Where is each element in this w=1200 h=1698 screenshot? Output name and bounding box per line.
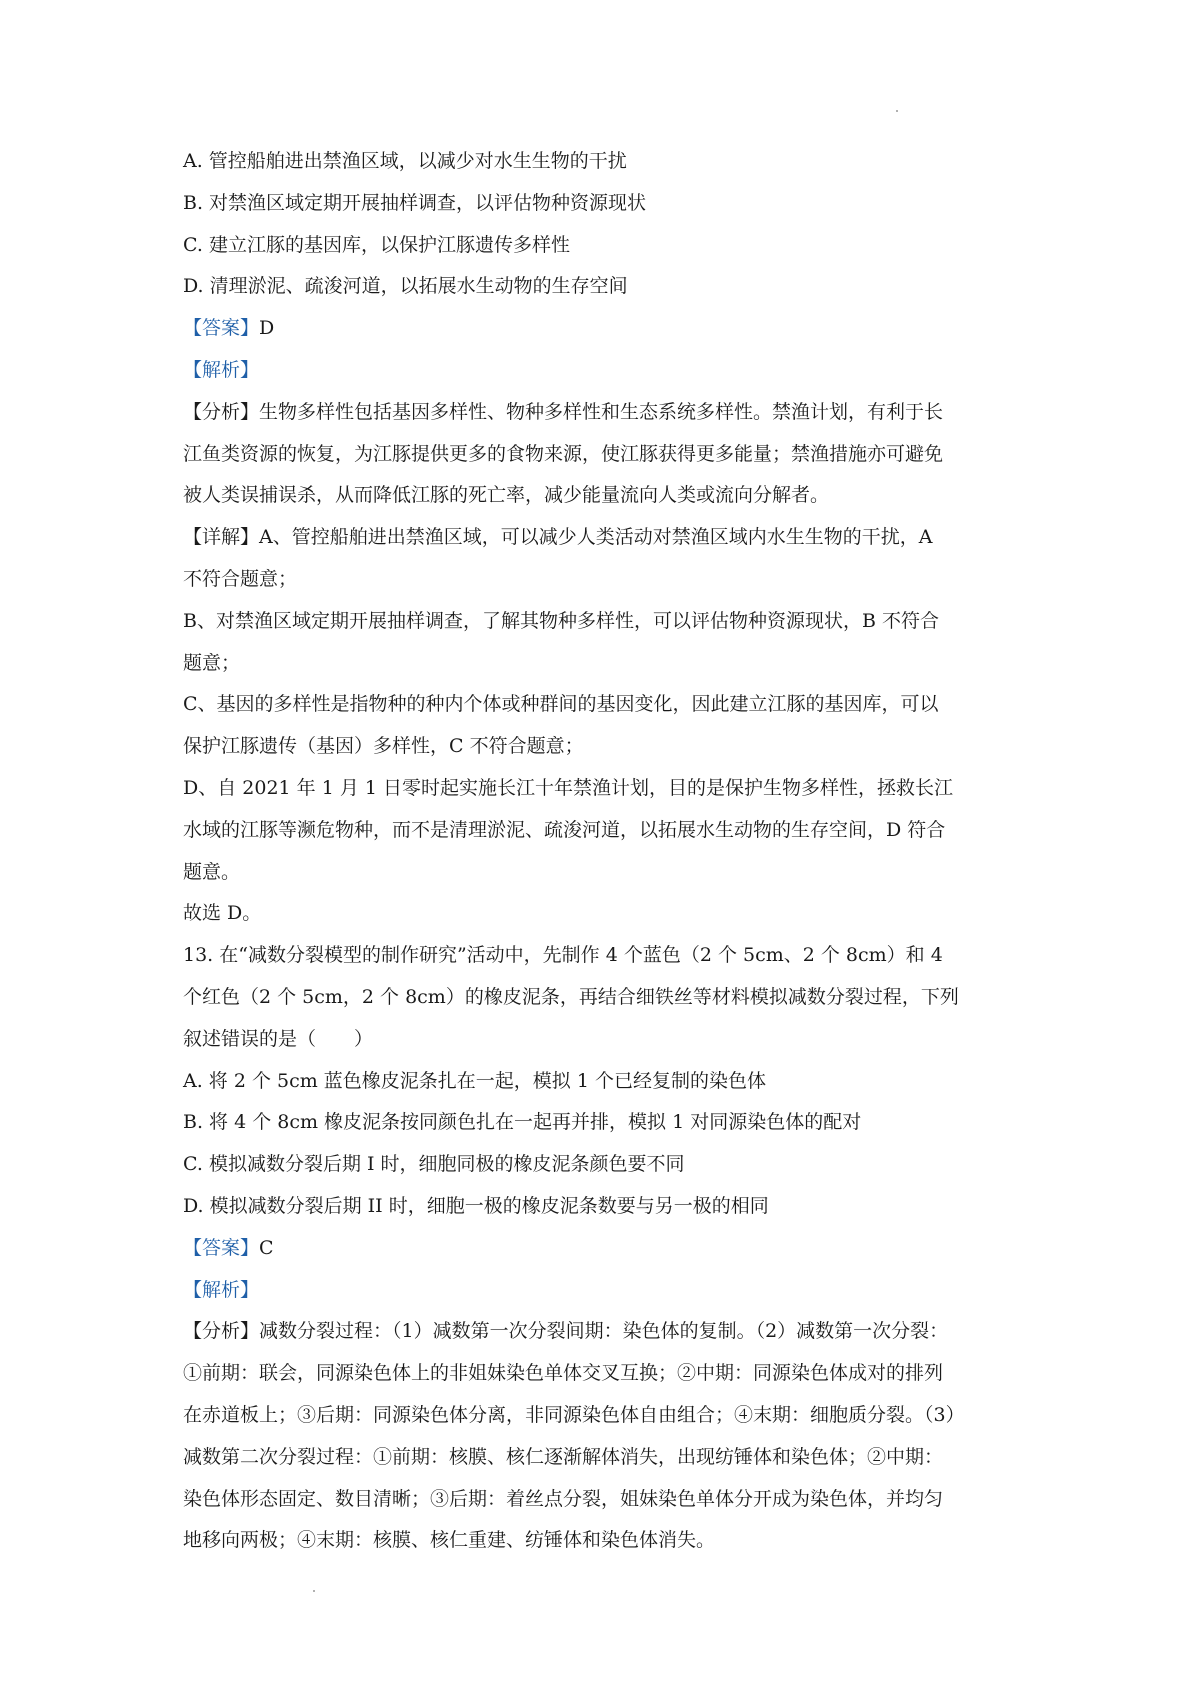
text-line (183, 1311, 1028, 1353)
text-line (183, 1520, 1028, 1562)
text-line (183, 517, 1028, 559)
text-line (183, 1019, 1028, 1061)
line-text: A. 将 2 个 5cm 蓝色橡皮泥条扎在一起，模拟 1 个已经复制的染色体 (183, 1069, 766, 1092)
text-line (183, 1270, 1028, 1312)
text-line (183, 1353, 1028, 1395)
text-line (183, 1228, 1028, 1270)
line-text: 故选 D。 (183, 902, 262, 925)
text-line (183, 935, 1028, 977)
text-line (183, 1186, 1028, 1228)
scan-mark (896, 110, 898, 112)
line-text: 13. 在“减数分裂模型的制作研究”活动中，先制作 4 个蓝色（2 个 5cm、2 个 8cm）和 4 (183, 944, 943, 967)
line-text: 不符合题意； (183, 567, 298, 590)
text-line (183, 559, 1028, 601)
section-tag: 【答案】 (183, 1236, 260, 1259)
document-body (183, 141, 1028, 1562)
text-line (183, 768, 1028, 810)
section-tag: 【解析】 (183, 1278, 260, 1301)
line-text: C、基因的多样性是指物种的种内个体或种群间的基因变化，因此建立江豚的基因库，可以 (183, 693, 939, 716)
text-line (183, 1395, 1028, 1437)
text-line (183, 684, 1028, 726)
text-line (183, 225, 1028, 267)
section-tag: 【解析】 (183, 358, 260, 381)
line-text: 水域的江豚等濒危物种，而不是清理淤泥、疏浚河道，以拓展水生动物的生存空间，D 符合 (183, 818, 946, 841)
text-line (183, 434, 1028, 476)
line-text: 【分析】减数分裂过程：（1）减数第一次分裂间期：染色体的复制。（2）减数第一次分裂： (183, 1320, 949, 1343)
line-text: D、自 2021 年 1 月 1 日零时起实施长江十年禁渔计划，目的是保护生物多样性，拯救长江 (183, 776, 954, 799)
line-text: C (259, 1236, 274, 1259)
line-text: 题意； (183, 651, 241, 674)
line-text: 个红色（2 个 5cm，2 个 8cm）的橡皮泥条，再结合细铁丝等材料模拟减数分裂过程，下列 (183, 985, 959, 1008)
text-line (183, 893, 1028, 935)
line-text: 【分析】生物多样性包括基因多样性、物种多样性和生态系统多样性。禁渔计划，有利于长 (183, 400, 944, 423)
line-text: ①前期：联会，同源染色体上的非姐妹染色单体交叉互换；②中期：同源染色体成对的排列 (183, 1362, 944, 1385)
text-line (183, 726, 1028, 768)
text-line (183, 1061, 1028, 1103)
section-tag: 【答案】 (183, 317, 260, 340)
line-text: B. 将 4 个 8cm 橡皮泥条按同颜色扎在一起再并排，模拟 1 对同源染色体的配对 (183, 1111, 862, 1134)
line-text: 保护江豚遗传（基因）多样性，C 不符合题意； (183, 735, 584, 758)
text-line (183, 475, 1028, 517)
text-line (183, 183, 1028, 225)
text-line (183, 810, 1028, 852)
text-line (183, 1102, 1028, 1144)
scan-mark (313, 1590, 315, 1592)
text-line (183, 977, 1028, 1019)
line-text: D. 模拟减数分裂后期 II 时，细胞一极的橡皮泥条数要与另一极的相同 (183, 1194, 769, 1217)
line-text: 染色体形态固定、数目清晰；③后期：着丝点分裂，姐妹染色单体分开成为染色体，并均匀 (183, 1487, 944, 1510)
line-text: C. 建立江豚的基因库，以保护江豚遗传多样性 (183, 233, 570, 256)
text-line (183, 643, 1028, 685)
line-text: D (259, 317, 275, 340)
text-line (183, 392, 1028, 434)
line-text: A. 管控船舶进出禁渔区域，以减少对水生生物的干扰 (183, 150, 627, 172)
line-text: 地移向两极；④末期：核膜、核仁重建、纺锤体和染色体消失。 (183, 1529, 716, 1552)
line-text: 减数第二次分裂过程：①前期：核膜、核仁逐渐解体消失，出现纺锤体和染色体；②中期： (183, 1445, 944, 1468)
line-text: 在赤道板上；③后期：同源染色体分离，非同源染色体自由组合；④末期：细胞质分裂。（3） (183, 1403, 965, 1426)
line-text: 题意。 (183, 860, 241, 883)
line-text: D. 清理淤泥、疏浚河道，以拓展水生动物的生存空间 (183, 275, 628, 298)
text-line (183, 266, 1028, 308)
text-line (183, 1144, 1028, 1186)
text-line (183, 601, 1028, 643)
line-text: B. 对禁渔区域定期开展抽样调查，以评估物种资源现状 (183, 191, 647, 214)
text-line (183, 1437, 1028, 1479)
text-line (183, 141, 1028, 183)
line-text: C. 模拟减数分裂后期 I 时，细胞同极的橡皮泥条颜色要不同 (183, 1153, 685, 1176)
line-text: 【详解】A、管控船舶进出禁渔区域，可以减少人类活动对禁渔区域内水生生物的干扰，A (183, 526, 933, 549)
line-text: B、对禁渔区域定期开展抽样调查，了解其物种多样性，可以评估物种资源现状，B 不符合 (183, 609, 939, 632)
text-line (183, 308, 1028, 350)
line-text: 江鱼类资源的恢复，为江豚提供更多的食物来源，使江豚获得更多能量；禁渔措施亦可避免 (183, 442, 944, 465)
text-line (183, 852, 1028, 894)
text-line (183, 1479, 1028, 1521)
text-line (183, 350, 1028, 392)
line-text: 被人类误捕误杀，从而降低江豚的死亡率，减少能量流向人类或流向分解者。 (183, 484, 830, 507)
line-text: 叙述错误的是（ ） (183, 1027, 374, 1050)
